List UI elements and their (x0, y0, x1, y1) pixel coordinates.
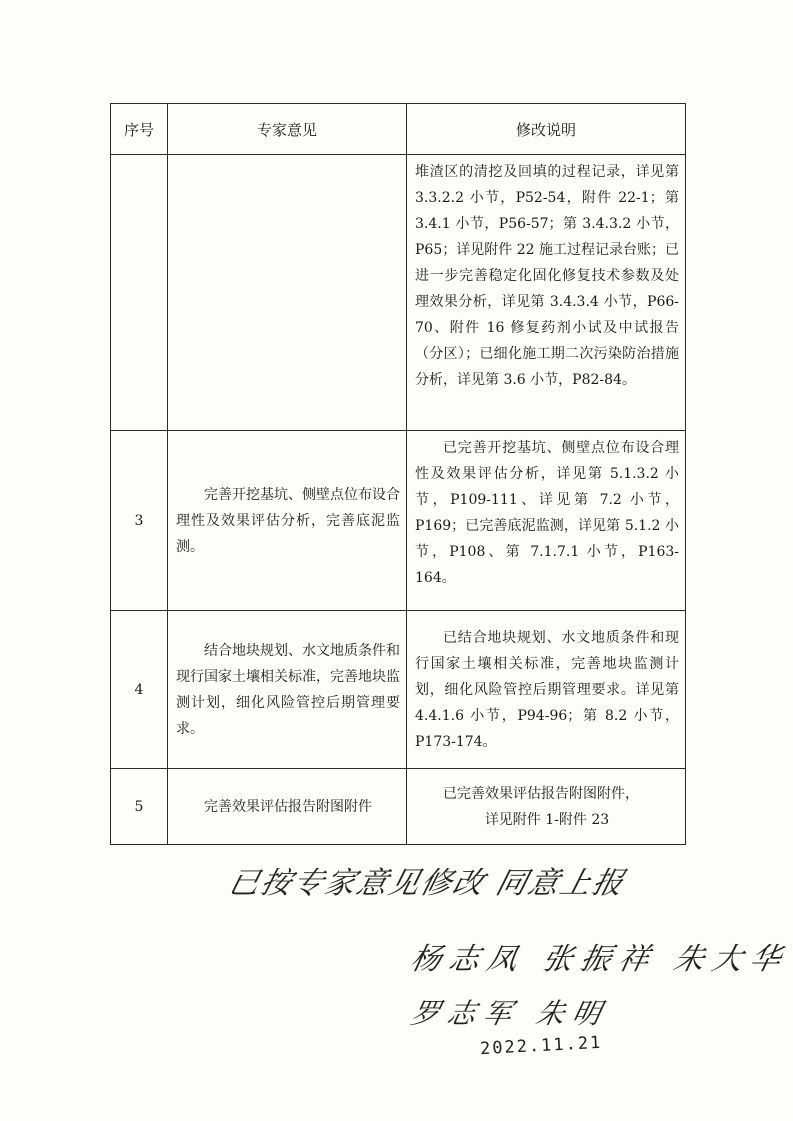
header-revision-note: 修改说明 (407, 104, 686, 155)
revision-note-cell (407, 611, 686, 769)
revision-note-cell (407, 431, 686, 611)
row-number: 5 (111, 769, 168, 845)
table-row (111, 611, 686, 769)
revision-note-cell (407, 769, 686, 845)
revision-note-text: 已完善效果评估报告附图附件， (443, 785, 639, 802)
table-row (111, 431, 686, 611)
revision-note-cell (407, 155, 686, 431)
expert-review-table (110, 103, 686, 845)
expert-opinion-cell (168, 431, 407, 611)
table-row (111, 769, 686, 845)
expert-opinion-text: 完善开挖基坑、侧壁点位布设合理性及效果评估分析，完善底泥监测。 (176, 486, 400, 555)
table-row (111, 155, 686, 431)
row-number: 3 (111, 431, 168, 611)
row-number (111, 155, 168, 431)
handwritten-signatures-row1: 杨志凤 张振祥 朱大华 (407, 942, 793, 977)
revision-note-text: 已结合地块规划、水文地质条件和现行国家土壤相关标准，完善地块监测计划，细化风险管控后期管理要求。详见第 4.4.1.6 小节，P94-96；第 8.2 小节，P173-174。 (415, 629, 679, 750)
expert-opinion-cell (168, 155, 407, 431)
header-expert-opinion: 专家意见 (168, 104, 407, 155)
revision-note-text-line2: 详见附件 1-附件 23 (484, 811, 610, 828)
header-serial-number: 序号 (111, 104, 168, 155)
table-header-row (111, 104, 686, 155)
expert-opinion-cell (168, 769, 407, 845)
handwritten-signatures-row2: 罗志军 朱明 (408, 997, 613, 1030)
row-number: 4 (111, 611, 168, 769)
expert-opinion-cell (168, 611, 407, 769)
revision-note-text: 已完善开挖基坑、侧壁点位布设合理性及效果评估分析，详见第 5.1.3.2 小节，P109-111、详见第 7.2 小节，P169；已完善底泥监测，详见第 5.1.2 小节，P108、第 7.1.7.1 小节，P163-164。 (415, 440, 679, 586)
expert-opinion-text: 完善效果评估报告附图附件 (204, 798, 372, 815)
expert-opinion-text: 结合地块规划、水文地质条件和现行国家土壤相关标准，完善地块监测计划，细化风险管控后期管理要求。 (176, 642, 400, 737)
handwritten-approval-note: 已按专家意见修改 同意上报 (224, 866, 630, 901)
revision-note-text: 堆渣区的清挖及回填的过程记录，详见第 3.3.2.2 小节，P52-54，附件 22-1；第 3.4.1 小节，P56-57；第 3.4.3.2 小节，P65；详见附件 22 施工过程记录台账；已进一步完善稳定化固化修复技术参数及处理效果分析，详见第 3.4.3.4 小节，P66-70、附件 16 修复药剂小试及中试报告（分区）；已细化施工期二次污染防治措施分析，详见第 3.6 小节，P82-84。 (415, 164, 679, 388)
handwritten-date: 2022.11.21 (479, 1032, 603, 1060)
